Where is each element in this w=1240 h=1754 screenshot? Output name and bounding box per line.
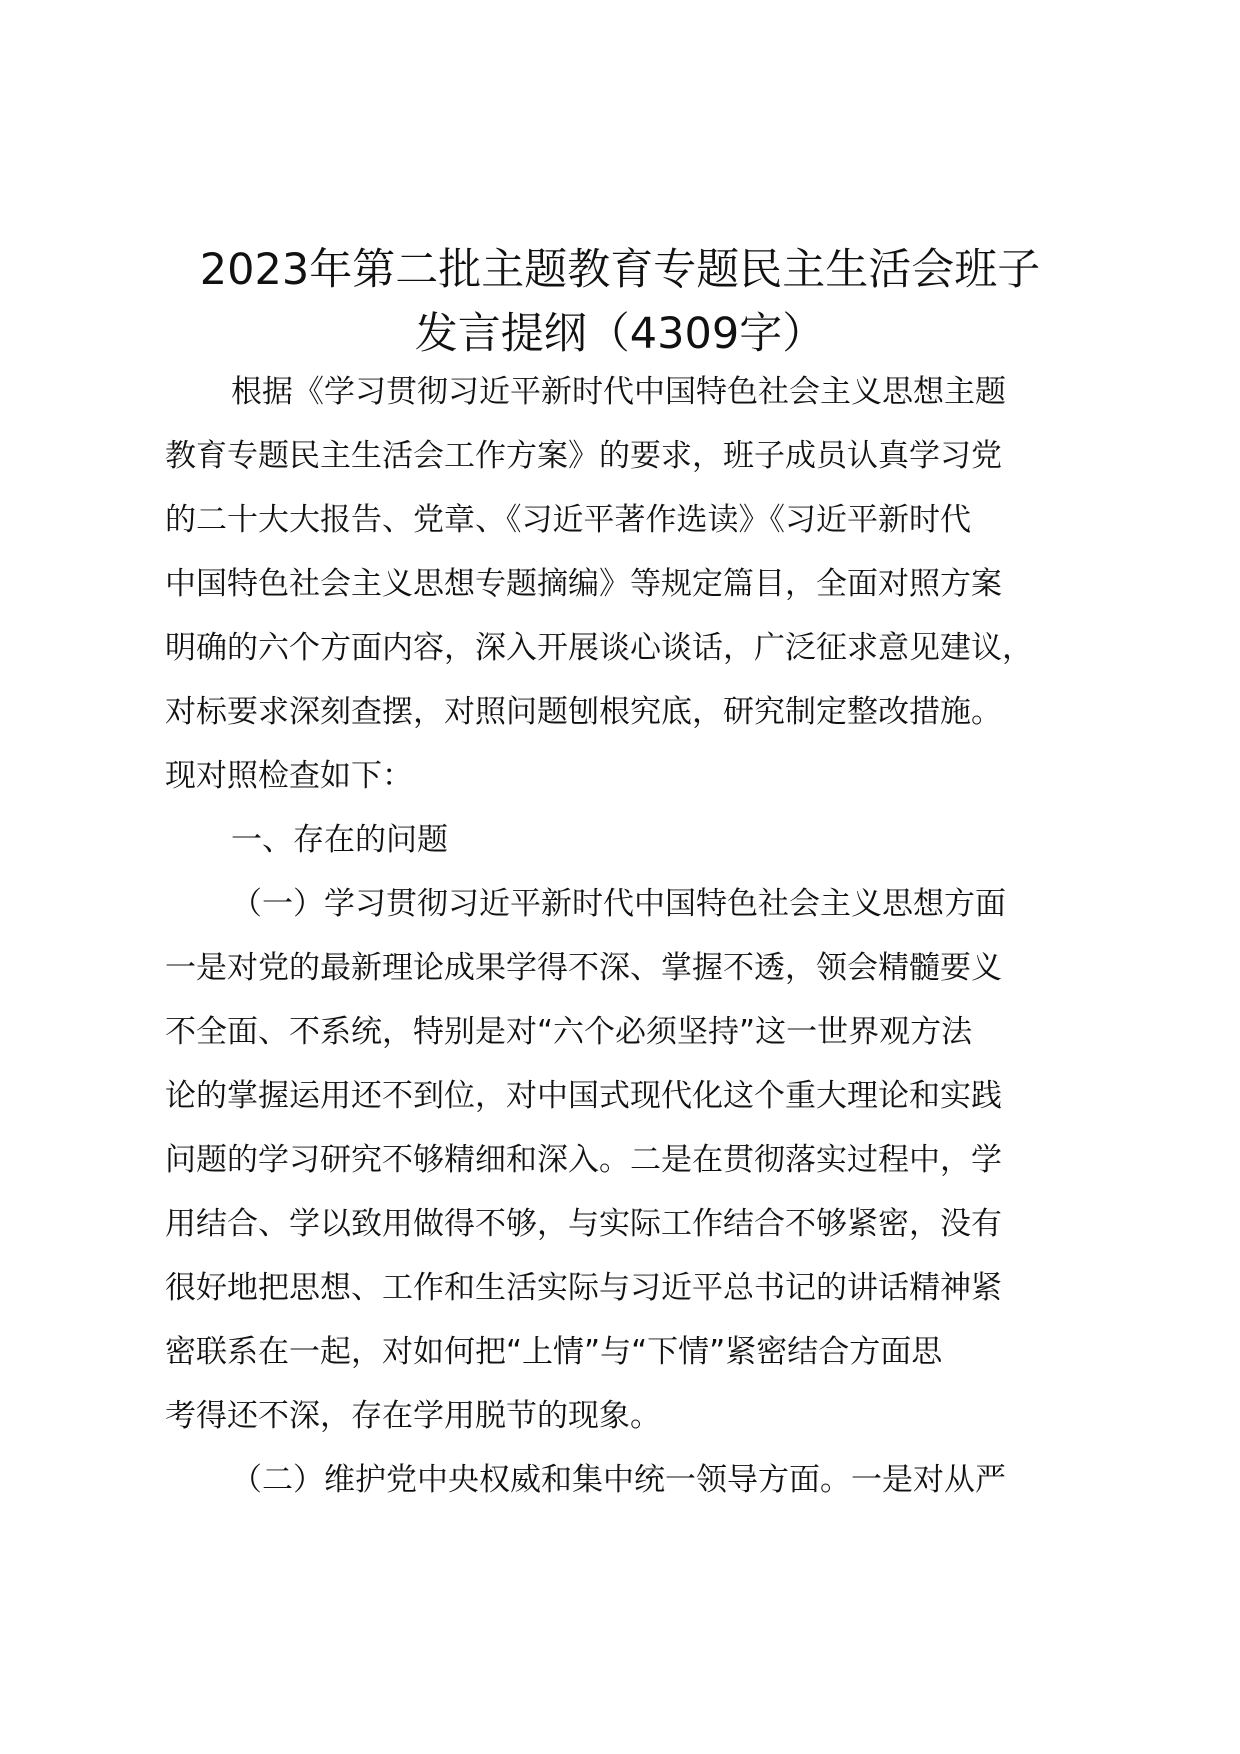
body-line: 对标要求深刻查摆，对照问题刨根究底，研究制定整改措施。	[165, 694, 1002, 730]
body-line: 不全面、不系统，特别是对“六个必须坚持”这一世界观方法	[165, 1014, 973, 1050]
body-line: 一是对党的最新理论成果学得不深、掌握不透，领会精髓要义	[165, 950, 1002, 986]
subsection-heading: （一）学习贯彻习近平新时代中国特色社会主义思想方面	[231, 886, 1006, 922]
body-line: 教育专题民主生活会工作方案》的要求，班子成员认真学习党	[165, 438, 1002, 474]
body-line: 根据《学习贯彻习近平新时代中国特色社会主义思想主题	[231, 374, 1006, 410]
title-line-1: 2023年第二批主题教育专题民主生活会班子	[199, 245, 1041, 295]
section-heading: 一、存在的问题	[231, 822, 448, 858]
subsection-heading: （二）维护党中央权威和集中统一领导方面。一是对从严	[231, 1462, 1006, 1498]
title-line-2: 发言提纲（4309字）	[414, 309, 826, 359]
body-line: 很好地把思想、工作和生活实际与习近平总书记的讲话精神紧	[165, 1270, 1002, 1306]
body-line: 的二十大大报告、党章、《习近平著作选读》《习近平新时代	[165, 502, 971, 538]
body-line: 论的掌握运用还不到位，对中国式现代化这个重大理论和实践	[165, 1078, 1002, 1114]
document-title	[150, 238, 1090, 366]
body-line: 问题的学习研究不够精细和深入。二是在贯彻落实过程中，学	[165, 1142, 1002, 1178]
body-line: 考得还不深，存在学用脱节的现象。	[165, 1398, 661, 1434]
document-body	[165, 360, 1085, 1512]
body-line: 明确的六个方面内容，深入开展谈心谈话，广泛征求意见建议，	[165, 630, 1033, 666]
body-line: 用结合、学以致用做得不够，与实际工作结合不够紧密，没有	[165, 1206, 1002, 1242]
body-line: 中国特色社会主义思想专题摘编》等规定篇目，全面对照方案	[165, 566, 1002, 602]
body-line: 现对照检查如下：	[165, 758, 413, 794]
body-line: 密联系在一起，对如何把“上情”与“下情”紧密结合方面思	[165, 1334, 943, 1370]
